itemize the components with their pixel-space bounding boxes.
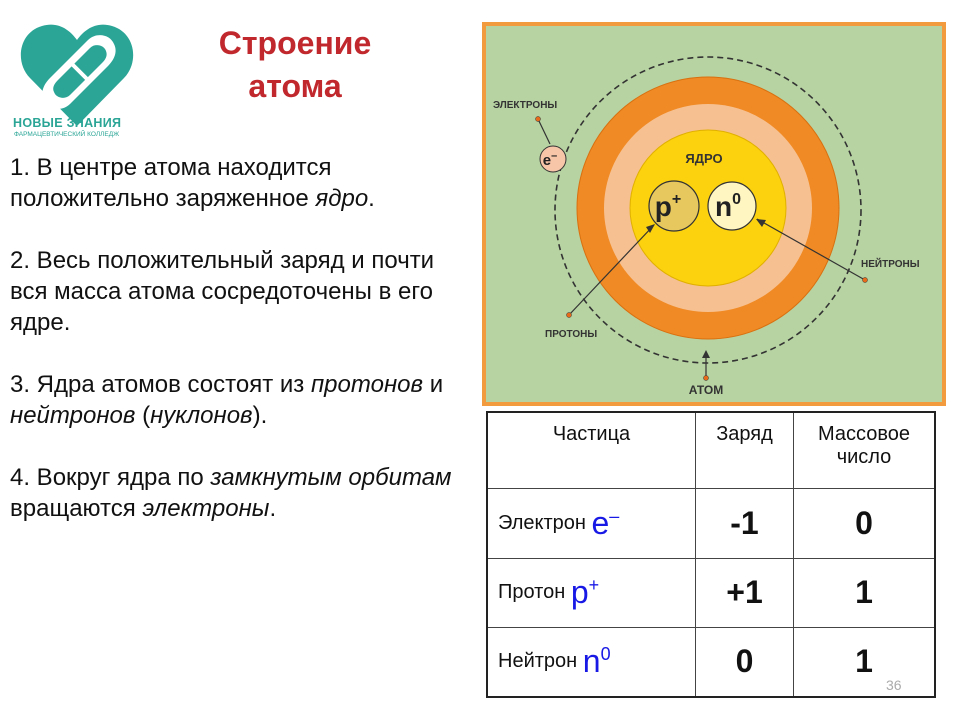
table-header-row [487,412,935,489]
header-charge: Заряд [696,412,794,489]
particle-symbol: e– [591,504,620,541]
pointer-dot [536,117,541,122]
point-text: Ядра атомов состоят из [30,371,311,398]
electrons-label: ЭЛЕКТРОНЫ [493,100,558,111]
proton-symbol: p+ [654,191,682,222]
charge-cell: -1 [696,489,794,558]
table-row [487,627,935,697]
particle-name: Протон [498,580,566,603]
table-row [487,558,935,627]
charge-cell: 0 [696,627,794,697]
slide-title [180,22,410,108]
point-text: Вокруг ядра по [30,464,211,491]
mass-cell: 1 [794,627,936,697]
particles-table [486,411,936,698]
particle-name: Нейтрон [498,650,578,673]
point-text: и [423,371,444,398]
pointer-dot [863,278,868,283]
header-particle: Частица [487,412,696,489]
point-text: В центре атома находится положительно заряженное [10,154,332,212]
electron-symbol: e– [542,150,558,169]
point-text: ( [135,402,151,429]
protons-label: ПРОТОНЫ [545,329,598,340]
point-number: 2. [10,247,31,274]
point-emphasis: ядро [315,185,369,212]
page-number: 36 [886,677,902,693]
point-number: 4. [10,464,31,491]
point-4 [10,462,470,524]
nucleus-label: ЯДРО [685,151,723,166]
particle-cell [487,558,696,627]
point-emphasis: протонов [310,371,424,398]
point-text: . [368,185,375,212]
atom-label: АТОМ [688,383,724,397]
particle-symbol: p+ [570,574,600,611]
point-emphasis: электроны [142,495,270,522]
pointer-dot [704,376,709,381]
neutron-symbol: $n^0$ [714,191,742,222]
particle-name: Электрон [498,511,586,534]
point-number: 1. [10,154,31,181]
point-1 [10,152,470,214]
mass-cell: 0 [794,489,936,558]
point-text: . [269,495,277,522]
neutrons-label: НЕЙТРОНЫ [861,259,920,270]
point-emphasis: нуклонов [150,402,253,429]
atom-diagram [482,22,946,406]
title-line-1: Строение [218,25,372,61]
title-line-2: атома [248,68,342,104]
body-text [10,152,470,555]
point-text: вращаются [10,495,143,522]
point-2 [10,245,470,338]
mass-cell: 1 [794,558,936,627]
pointer-dot [567,313,572,318]
header-mass-number: Массовое число [794,412,936,489]
point-number: 3. [10,371,31,398]
point-emphasis: замкнутым орбитам [210,464,452,491]
point-emphasis: нейтронов [10,402,136,429]
point-text: Весь положительный заряд и почти вся масса атома сосредоточены в его ядре. [10,247,435,336]
particle-symbol: $n^0$ [582,643,611,680]
logo-name: НОВЫЕ ЗНАНИЯ [13,116,122,130]
particle-cell [487,489,696,558]
point-text: ). [252,402,268,429]
table-row [487,489,935,558]
logo-subtitle: ФАРМАЦЕВТИЧЕСКИЙ КОЛЛЕДЖ [14,131,120,138]
particle-cell [487,627,696,697]
point-3 [10,369,470,431]
charge-cell: +1 [696,558,794,627]
